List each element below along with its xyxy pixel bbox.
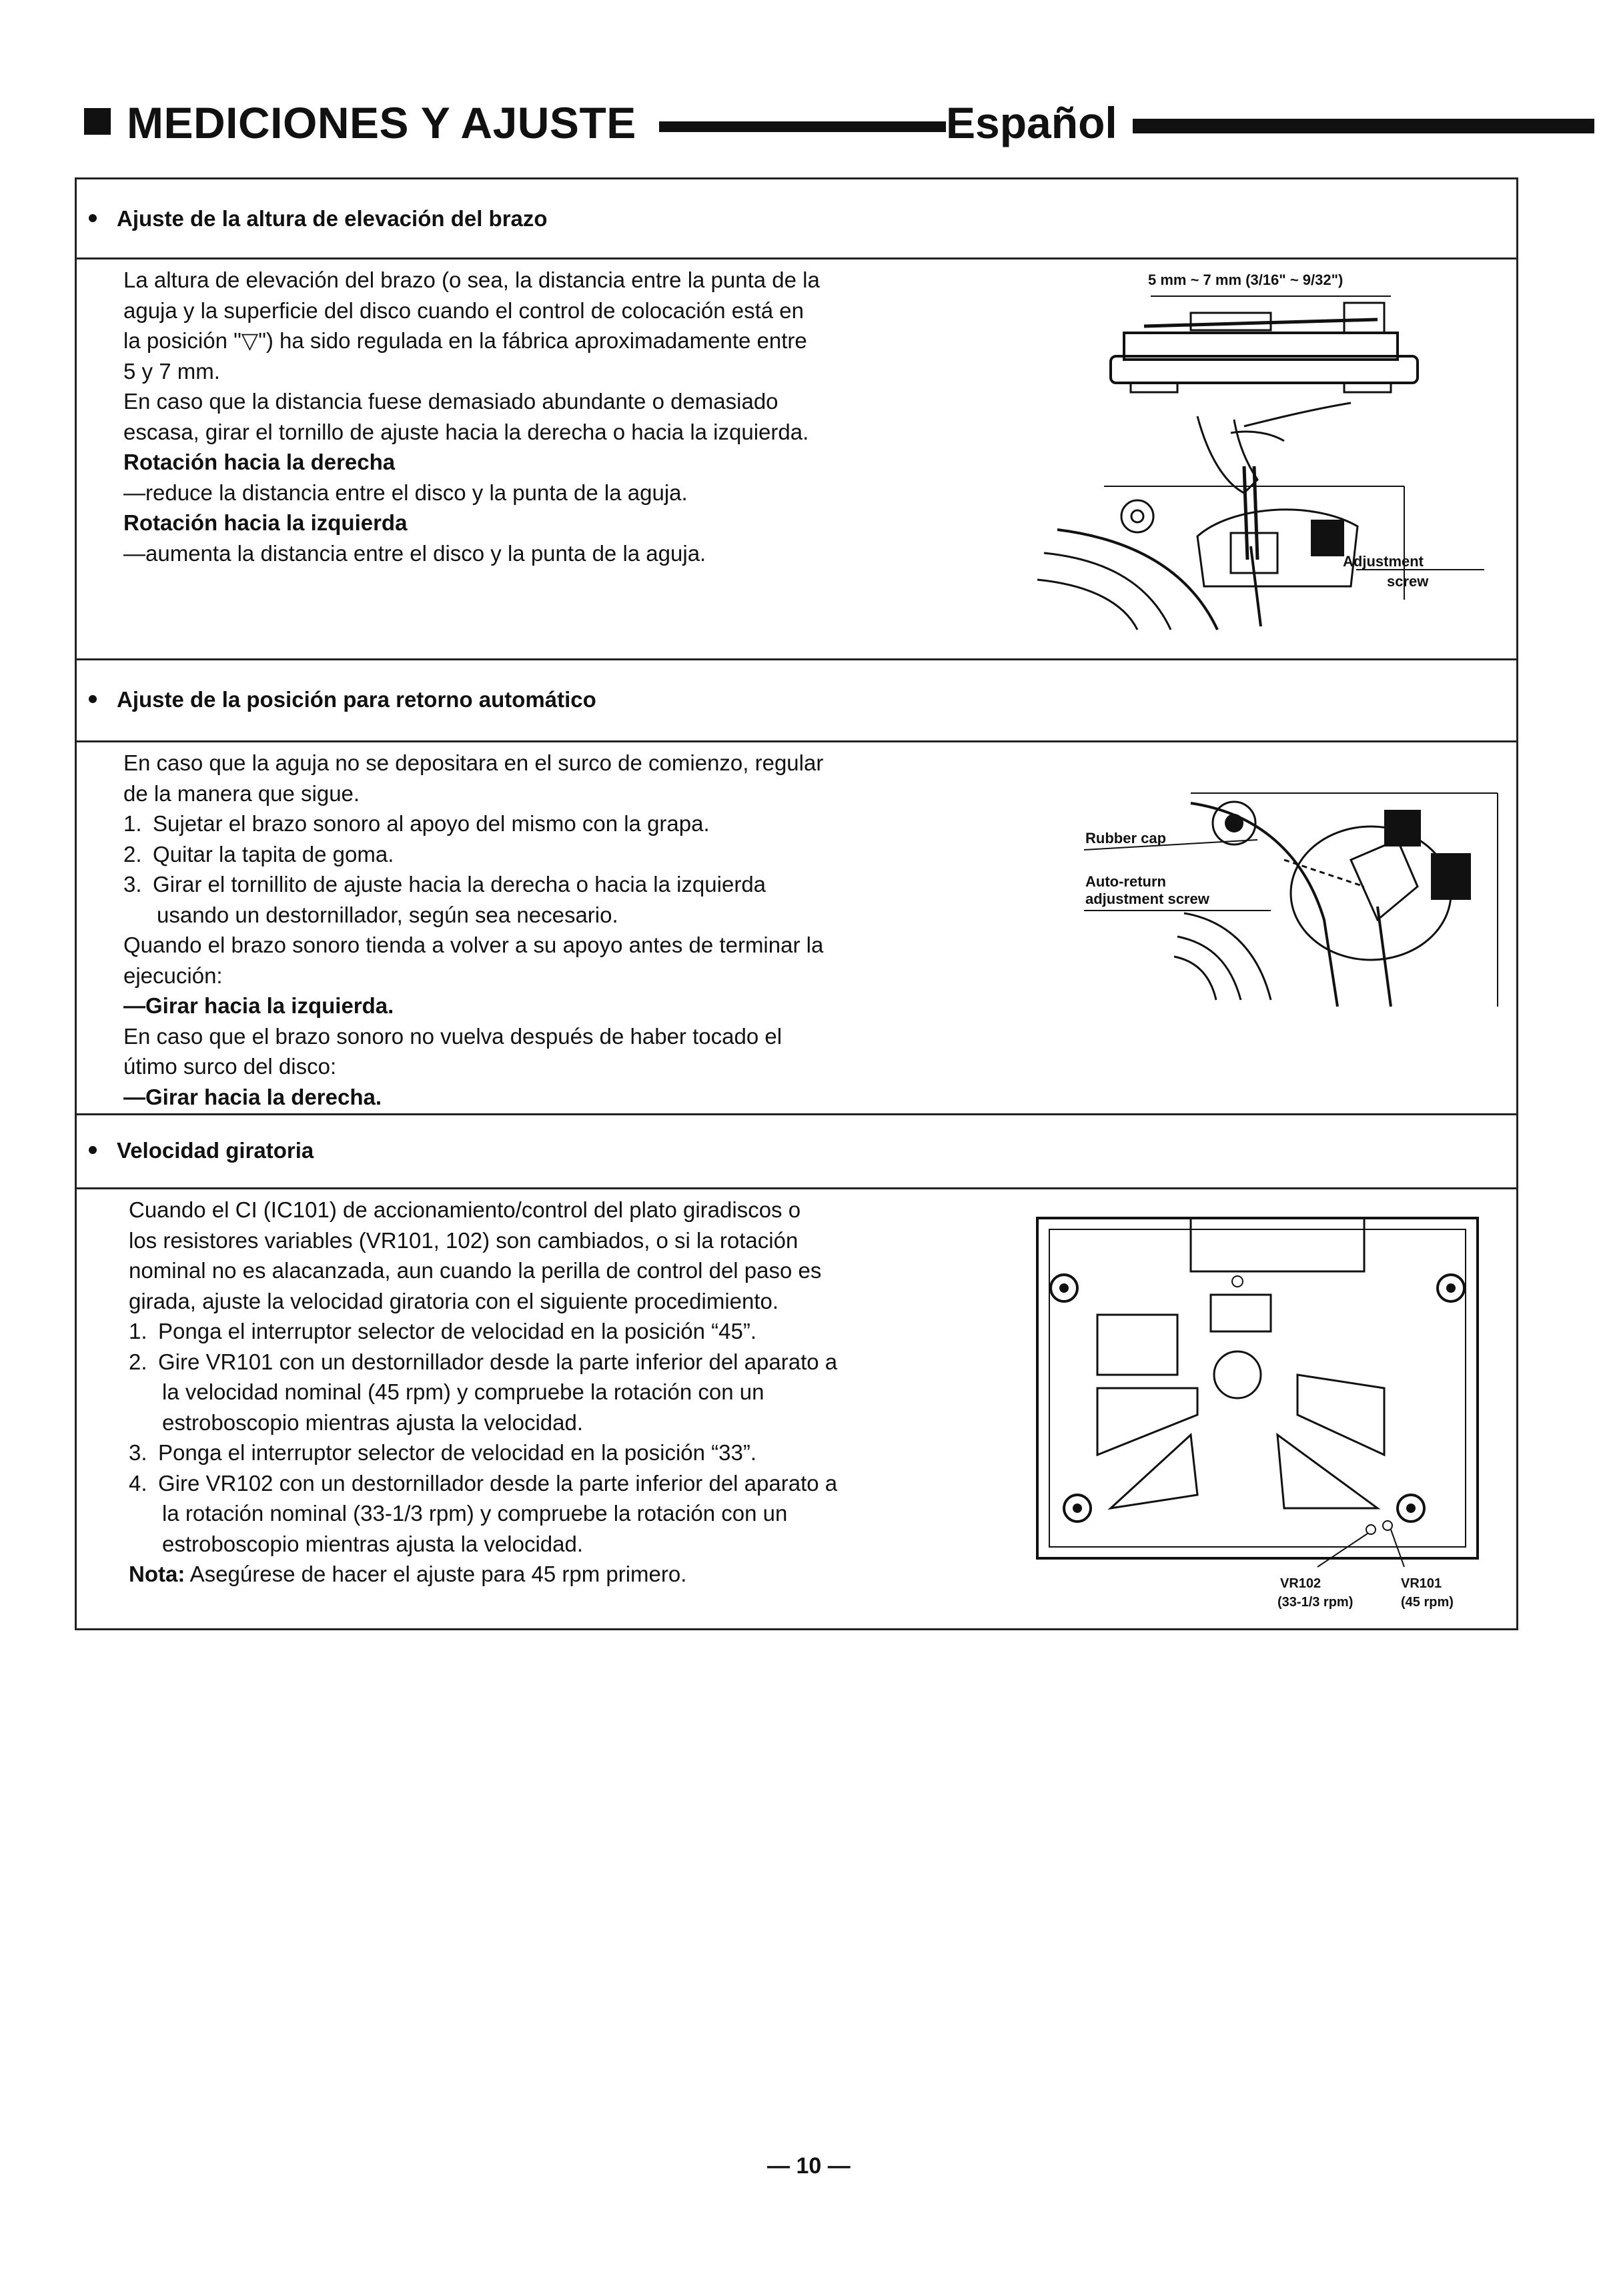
- step-number: 1.: [123, 811, 142, 836]
- step-number: 2.: [123, 841, 142, 867]
- case2-action: —Girar hacia la derecha.: [123, 1084, 382, 1109]
- step-continuation: la velocidad nominal (45 rpm) y compruebe la rotación con un: [162, 1379, 764, 1404]
- dimension-label: 5 mm ~ 7 mm (3/16" ~ 9/32"): [1148, 271, 1344, 288]
- section3-heading: [77, 1113, 1516, 1189]
- page-title: MEDICIONES Y AJUSTE: [127, 98, 636, 147]
- step-item: [129, 1316, 837, 1347]
- rot-left-title: Rotación hacia la izquierda: [123, 510, 408, 535]
- adjustment-screw-label: screw: [1387, 573, 1429, 590]
- bullet-dot: [89, 214, 97, 222]
- section3-line: Cuando el CI (IC101) de accionamiento/control del plato giradiscos o: [129, 1197, 801, 1222]
- content-frame: [75, 177, 1518, 1630]
- section1-line: escasa, girar el tornillo de ajuste hacia la derecha o hacia la izquierda.: [123, 419, 809, 444]
- rot-right-title: Rotación hacia la derecha: [123, 450, 396, 474]
- language-label: Español: [946, 98, 1117, 147]
- step-item: [129, 1347, 837, 1377]
- step-text: Ponga el interruptor selector de velocidad en la posición “33”.: [158, 1440, 757, 1465]
- section3-line: los resistores variables (VR101, 102) son cambiados, o si la rotación: [129, 1227, 798, 1253]
- note-label: Nota:: [129, 1562, 185, 1586]
- step-item: [123, 869, 823, 900]
- rubber-cap-label: Rubber cap: [1085, 830, 1167, 846]
- section2-line: En caso que el brazo sonoro no vuelva después de haber tocado el: [123, 1023, 782, 1049]
- step-continuation: usando un destornillador, según sea necesario.: [157, 902, 618, 927]
- step-number: 3.: [129, 1440, 147, 1465]
- page-header: [79, 93, 1514, 147]
- step-continuation: estroboscopio mientras ajusta la velocidad.: [162, 1409, 584, 1435]
- vr101-sub-label: (45 rpm): [1401, 1595, 1454, 1610]
- step-text: Ponga el interruptor selector de velocidad en la posición “45”.: [158, 1319, 757, 1343]
- section3-line: nominal no es alacanzada, aun cuando la perilla de control del paso es: [129, 1258, 822, 1283]
- section2-line: de la manera que sigue.: [123, 780, 360, 806]
- section1-line: En caso que la distancia fuese demasiado abundante o demasiado: [123, 389, 778, 414]
- section1-title: Ajuste de la altura de elevación del brazo: [117, 205, 548, 231]
- vr102-sub-label: (33-1/3 rpm): [1277, 1595, 1354, 1610]
- step-number: 2.: [129, 1349, 147, 1374]
- section2-line: ejecución:: [123, 963, 223, 988]
- header-bullet-square: [84, 108, 111, 135]
- rot-left-text: —aumenta la distancia entre el disco y la punta de la aguja.: [123, 540, 706, 566]
- section1-line: la posición "▽") ha sido regulada en la fábrica aproximadamente entre: [123, 328, 807, 353]
- tonearm-height-drawing: [1031, 266, 1498, 653]
- rot-right-text: —reduce la distancia entre el disco y la punta de la aguja.: [123, 480, 688, 505]
- section3-title: Velocidad giratoria: [117, 1137, 314, 1163]
- step-text: Girar el tornillito de ajuste hacia la derecha o hacia la izquierda: [153, 872, 766, 897]
- section3-text: [129, 1195, 837, 1590]
- step-text: Quitar la tapita de goma.: [153, 841, 394, 867]
- vr101-label: VR101: [1401, 1576, 1442, 1591]
- case1-action: —Girar hacia la izquierda.: [123, 993, 394, 1018]
- note-line: [129, 1559, 837, 1590]
- step-number: 1.: [129, 1319, 147, 1343]
- section1-line: aguja y la superficie del disco cuando el control de colocación está en: [123, 298, 804, 323]
- auto-return-label: adjustment screw: [1085, 891, 1209, 907]
- section2-title: Ajuste de la posición para retorno automático: [117, 686, 596, 712]
- vr102-label: VR102: [1280, 1576, 1321, 1591]
- section1-heading: [77, 179, 1516, 259]
- step-continuation: la rotación nominal (33-1/3 rpm) y compruebe la rotación con un: [162, 1501, 788, 1526]
- header-rule-left: [659, 121, 946, 132]
- note-text: Asegúrese de hacer el ajuste para 45 rpm primero.: [185, 1562, 687, 1586]
- section2-heading: [77, 658, 1516, 742]
- step-item: [129, 1438, 837, 1468]
- section3-line: girada, ajuste la velocidad giratoria con el siguiente procedimiento.: [129, 1288, 779, 1313]
- step-item: [129, 1468, 837, 1499]
- section2-line: En caso que la aguja no se depositara en el surco de comienzo, regular: [123, 750, 824, 775]
- auto-return-label: Auto-return: [1085, 873, 1166, 890]
- section1-line: La altura de elevación del brazo (o sea, la distancia entre la punta de la: [123, 267, 820, 292]
- bullet-dot: [89, 1146, 97, 1154]
- page-number: — 10 —: [767, 2153, 851, 2179]
- step-text: Gire VR102 con un destornillador desde la parte inferior del aparato a: [158, 1470, 838, 1496]
- step-continuation: estroboscopio mientras ajusta la velocidad.: [162, 1531, 584, 1556]
- adjustment-screw-label: Adjustment: [1343, 553, 1424, 570]
- section2-line: Quando el brazo sonoro tienda a volver a su apoyo antes de terminar la: [123, 933, 824, 957]
- step-text: Sujetar el brazo sonoro al apoyo del mismo con la grapa.: [153, 811, 710, 836]
- section2-line: útimo surco del disco:: [123, 1054, 337, 1079]
- section2-text: [123, 748, 823, 1112]
- step-number: 4.: [129, 1470, 147, 1496]
- section1-text: [123, 265, 820, 568]
- tonearm-height-figure: [1031, 266, 1498, 653]
- step-item: [123, 808, 823, 839]
- step-item: [123, 839, 823, 870]
- bullet-dot: [89, 695, 97, 703]
- header-rule-right: [1133, 119, 1594, 133]
- section1-line: 5 y 7 mm.: [123, 358, 220, 384]
- step-text: Gire VR101 con un destornillador desde la parte inferior del aparato a: [158, 1349, 838, 1374]
- step-number: 3.: [123, 872, 142, 897]
- bottom-view-drawing: [1031, 1215, 1484, 1595]
- bottom-view-figure: [1031, 1215, 1484, 1595]
